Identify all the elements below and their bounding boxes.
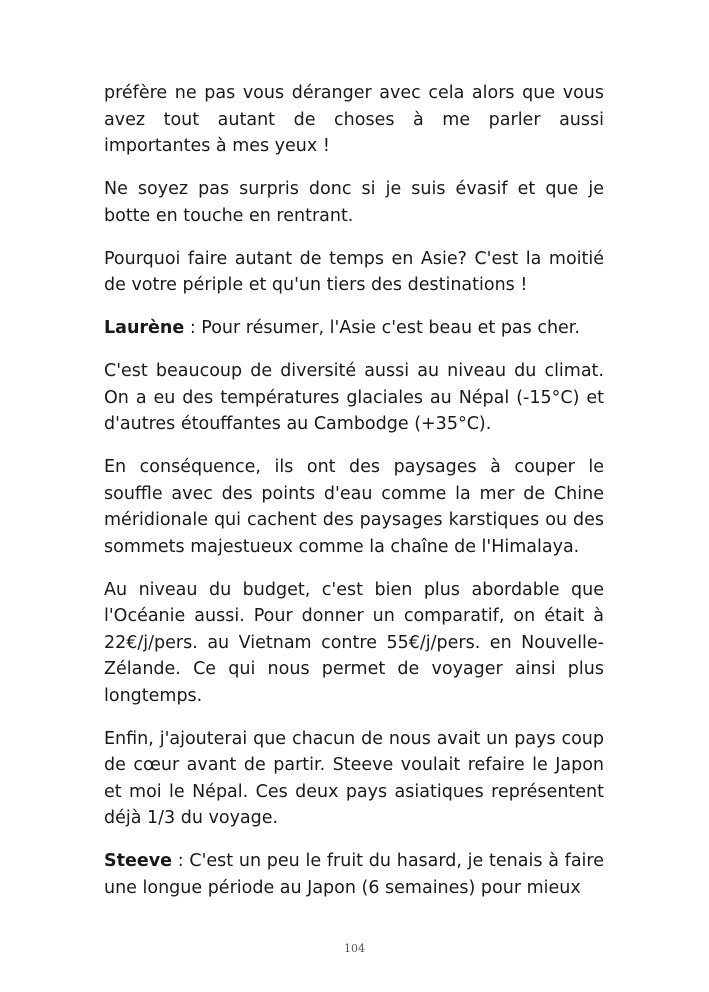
paragraph-text: Enfin, j'ajouterai que chacun de nous avait un pays coup de cœur avant de partir. Steeve voulait refaire le Japon et moi le Népal. Ces deux pays asiatiques représentent déjà 1/3 du voyage. bbox=[104, 728, 604, 828]
paragraph bbox=[104, 80, 604, 160]
speaker-name: Laurène bbox=[104, 318, 185, 338]
paragraph bbox=[104, 726, 604, 832]
paragraph-text: : C'est un peu le fruit du hasard, je tenais à faire une longue période au Japon (6 semaines) pour mieux bbox=[104, 851, 604, 898]
paragraph-text: Ne soyez pas surpris donc si je suis évasif et que je botte en touche en rentrant. bbox=[104, 179, 604, 226]
paragraph bbox=[104, 246, 604, 299]
paragraph bbox=[104, 848, 604, 901]
paragraph bbox=[104, 358, 604, 438]
paragraph-text: C'est beaucoup de diversité aussi au niveau du climat. On a eu des températures glaciales au Népal (-15°C) et d'autres étouffantes au Cambodge (+35°C). bbox=[104, 361, 604, 434]
paragraph-text: : Pour résumer, l'Asie c'est beau et pas cher. bbox=[184, 318, 580, 338]
paragraph-text: préfère ne pas vous déranger avec cela alors que vous avez tout autant de choses à me parler aussi importantes à mes yeux ! bbox=[104, 83, 604, 156]
paragraph-text: Pourquoi faire autant de temps en Asie? C'est la moitié de votre périple et qu'un tiers des destinations ! bbox=[104, 248, 604, 295]
page-number: 104 bbox=[344, 942, 365, 955]
paragraph-text: En conséquence, ils ont des paysages à couper le souffle avec des points d'eau comme la mer de Chine méridionale qui cachent des paysages karstiques ou des sommets majestueux comme la chaîne de l'Himalaya. bbox=[104, 457, 604, 557]
paragraph bbox=[104, 454, 604, 560]
paragraph bbox=[104, 315, 604, 342]
page-body bbox=[104, 80, 604, 918]
paragraph bbox=[104, 176, 604, 229]
paragraph bbox=[104, 577, 604, 710]
paragraph-text: Au niveau du budget, c'est bien plus abordable que l'Océanie aussi. Pour donner un comparatif, on était à 22€/j/pers. au Vietnam contre 55€/j/pers. en Nouvelle-Zélande. Ce qui nous permet de voyager ainsi plus longtemps. bbox=[104, 579, 604, 706]
speaker-name: Steeve bbox=[104, 851, 172, 871]
